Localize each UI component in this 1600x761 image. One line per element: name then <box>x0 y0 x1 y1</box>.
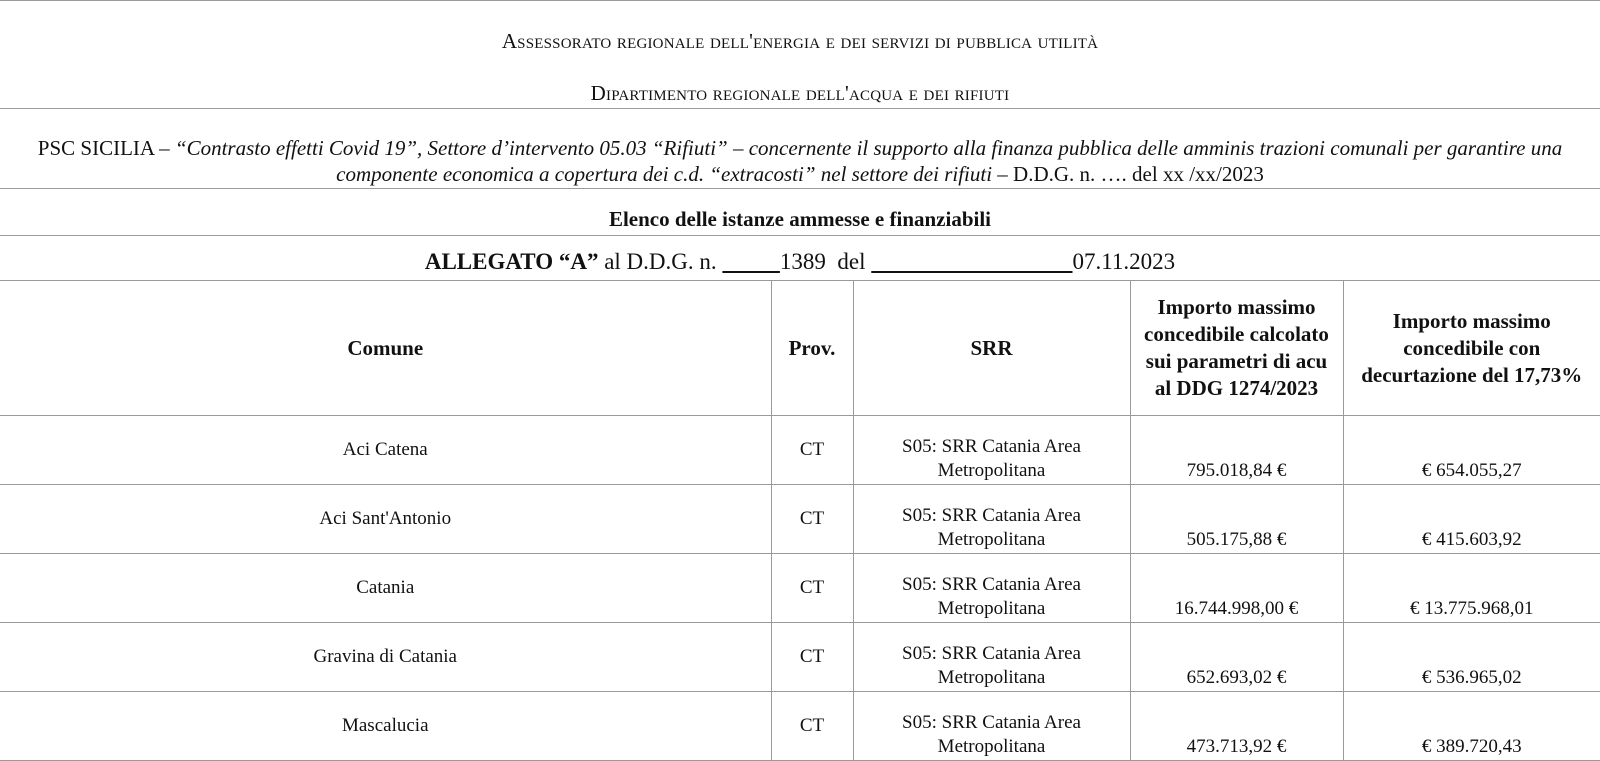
table-row <box>0 692 1600 761</box>
subject-italic: “Contrasto effetti Covid 19”, Settore d’intervento 05.03 “Rifiuti” – concernente il supporto alla finanza pubblica delle amminis trazioni comunali per garantire una componente economica a copertura dei c.d. “extracosti” nel settore dei rifiuti <box>174 136 1563 186</box>
cell-importo-decurtato: € 415.603,92 <box>1343 485 1600 554</box>
cell-importo: 505.175,88 € <box>1130 485 1343 554</box>
table-row <box>0 485 1600 554</box>
cell-comune: Catania <box>0 554 771 623</box>
cell-srr <box>853 416 1130 485</box>
cell-comune: Aci Sant'Antonio <box>0 485 771 554</box>
cell-importo-decurtato: € 654.055,27 <box>1343 416 1600 485</box>
cell-comune: Gravina di Catania <box>0 623 771 692</box>
cell-importo-decurtato: € 536.965,02 <box>1343 623 1600 692</box>
col-header-srr: SRR <box>853 281 1130 416</box>
cell-prov: CT <box>771 554 853 623</box>
cell-comune: Aci Catena <box>0 416 771 485</box>
ddg-number <box>722 249 780 274</box>
ddg-number-value: 1389 <box>779 249 826 274</box>
cell-importo: 16.744.998,00 € <box>1130 554 1343 623</box>
col-header-importo-decurtato: Importo massimo concedibile con decurtazione del 17,73% <box>1343 281 1600 416</box>
istanze-table <box>0 280 1600 761</box>
col-header-importo: Importo massimo concedibile calcolato sui parametri di acu al DDG 1274/2023 <box>1130 281 1343 416</box>
srr-line1: S05: SRR Catania Area <box>902 712 1081 733</box>
cell-importo: 652.693,02 € <box>1130 623 1343 692</box>
table-row <box>0 554 1600 623</box>
table-row <box>0 623 1600 692</box>
srr-line2: Metropolitana <box>937 736 1046 757</box>
subject-prefix: PSC SICILIA – <box>37 136 175 160</box>
col-header-prov: Prov. <box>771 281 853 416</box>
srr-line2: Metropolitana <box>937 598 1046 619</box>
cell-importo-decurtato: € 389.720,43 <box>1343 692 1600 761</box>
cell-srr <box>853 692 1130 761</box>
cell-prov: CT <box>771 692 853 761</box>
cell-importo-decurtato: € 13.775.968,01 <box>1343 554 1600 623</box>
table-row <box>0 416 1600 485</box>
cell-prov: CT <box>771 485 853 554</box>
allegato-mid: al D.D.G. n. <box>598 249 723 274</box>
table-header-row <box>0 281 1600 416</box>
allegato-line <box>0 235 1600 280</box>
col-header-comune: Comune <box>0 281 771 416</box>
cell-srr <box>853 623 1130 692</box>
del-label: del <box>837 249 866 274</box>
subject-suffix: – D.D.G. n. …. del xx /xx/2023 <box>992 162 1264 186</box>
cell-comune: Mascalucia <box>0 692 771 761</box>
list-title: Elenco delle istanze ammesse e finanziabili <box>0 188 1600 235</box>
allegato-date: 07.11.2023 <box>1072 249 1176 274</box>
srr-line1: S05: SRR Catania Area <box>902 574 1081 595</box>
srr-line1: S05: SRR Catania Area <box>902 643 1081 664</box>
date-underline <box>871 249 1072 274</box>
cell-importo: 795.018,84 € <box>1130 416 1343 485</box>
assessorato-heading: Assessorato regionale dell'energia e dei servizi di pubblica utilità <box>501 29 1099 53</box>
cell-prov: CT <box>771 623 853 692</box>
cell-srr <box>853 554 1130 623</box>
srr-line2: Metropolitana <box>937 460 1046 481</box>
subject-block <box>0 108 1600 188</box>
cell-prov: CT <box>771 416 853 485</box>
allegato-label: ALLEGATO “A” <box>424 249 599 274</box>
srr-line1: S05: SRR Catania Area <box>902 505 1081 526</box>
header-block <box>0 0 1600 108</box>
dipartimento-heading: Dipartimento regionale dell'acqua e dei rifiuti <box>590 81 1010 105</box>
cell-importo: 473.713,92 € <box>1130 692 1343 761</box>
srr-line2: Metropolitana <box>937 667 1046 688</box>
srr-line2: Metropolitana <box>937 529 1046 550</box>
srr-line1: S05: SRR Catania Area <box>902 436 1081 457</box>
cell-srr <box>853 485 1130 554</box>
